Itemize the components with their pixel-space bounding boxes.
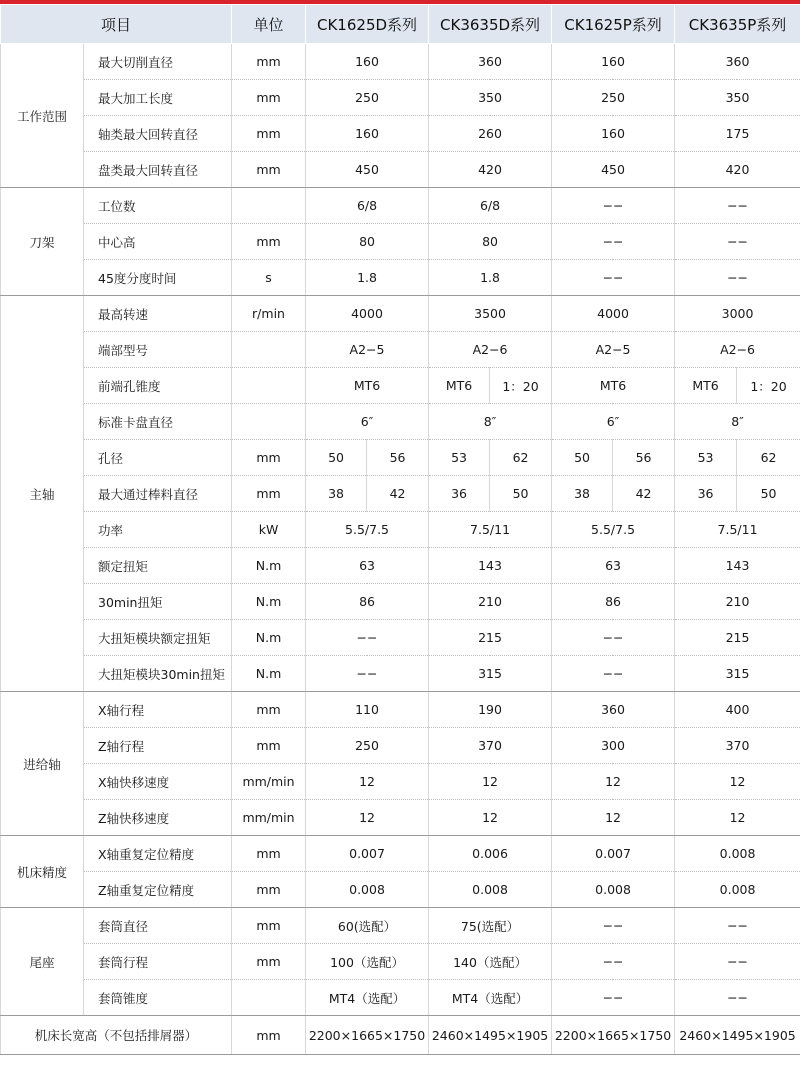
spec-row (1, 368, 800, 404)
value-cell: −− (552, 944, 675, 980)
value-cell: 12 (306, 764, 429, 800)
unit-cell: mm (232, 836, 306, 872)
value-cell: 100（选配） (306, 944, 429, 980)
value-cell: MT4（选配） (429, 980, 552, 1016)
item-cell: 前端孔锥度 (84, 368, 232, 404)
header-model: CK1625D系列 (306, 5, 429, 44)
value-cell: 450 (552, 152, 675, 188)
value-cell: 250 (552, 80, 675, 116)
item-cell: 标准卡盘直径 (84, 404, 232, 440)
item-cell: 套筒锥度 (84, 980, 232, 1016)
item-cell: 大扭矩模块30min扭矩 (84, 656, 232, 692)
header-model: CK1625P系列 (552, 5, 675, 44)
item-cell: 大扭矩模块额定扭矩 (84, 620, 232, 656)
spec-row (1, 296, 800, 332)
value-cell: 1.8 (429, 260, 552, 296)
value-cell: 62 (737, 440, 800, 476)
spec-row (1, 152, 800, 188)
item-cell: 孔径 (84, 440, 232, 476)
item-cell: 30min扭矩 (84, 584, 232, 620)
value-cell: 1：20 (737, 368, 800, 404)
value-cell: 215 (429, 620, 552, 656)
value-cell: 450 (306, 152, 429, 188)
value-cell: 300 (552, 728, 675, 764)
spec-row (1, 620, 800, 656)
value-cell: 250 (306, 80, 429, 116)
value-cell: 4000 (552, 296, 675, 332)
unit-cell: mm/min (232, 764, 306, 800)
value-cell: 12 (675, 800, 800, 836)
value-cell: 175 (675, 116, 800, 152)
value-cell: 143 (675, 548, 800, 584)
value-cell: 86 (552, 584, 675, 620)
item-cell: Z轴重复定位精度 (84, 872, 232, 908)
value-cell: 50 (552, 440, 613, 476)
spec-row (1, 44, 800, 80)
item-cell: X轴行程 (84, 692, 232, 728)
value-cell: −− (552, 980, 675, 1016)
value-cell: MT6 (552, 368, 675, 404)
value-cell: −− (552, 188, 675, 224)
category-cell: 主轴 (1, 296, 84, 692)
spec-row (1, 512, 800, 548)
dimensions-row (1, 1016, 800, 1055)
value-cell: 50 (306, 440, 367, 476)
value-cell: −− (552, 908, 675, 944)
value-cell: 2460×1495×1905 (675, 1016, 800, 1055)
spec-table (0, 4, 800, 1055)
unit-cell (232, 980, 306, 1016)
value-cell: 86 (306, 584, 429, 620)
value-cell: 12 (552, 764, 675, 800)
value-cell: 80 (429, 224, 552, 260)
value-cell: 8″ (429, 404, 552, 440)
value-cell: 50 (490, 476, 552, 512)
value-cell: 350 (675, 80, 800, 116)
value-cell: 0.008 (675, 872, 800, 908)
value-cell: MT4（选配） (306, 980, 429, 1016)
header-row (1, 5, 800, 44)
unit-cell (232, 404, 306, 440)
value-cell: 62 (490, 440, 552, 476)
value-cell: 160 (552, 44, 675, 80)
unit-cell: mm (232, 476, 306, 512)
value-cell: 315 (675, 656, 800, 692)
unit-cell: mm (232, 152, 306, 188)
unit-cell: mm (232, 872, 306, 908)
value-cell: 360 (552, 692, 675, 728)
value-cell: 1：20 (490, 368, 552, 404)
item-cell: 功率 (84, 512, 232, 548)
spec-row (1, 224, 800, 260)
value-cell: 143 (429, 548, 552, 584)
item-cell: 套筒行程 (84, 944, 232, 980)
unit-cell (232, 188, 306, 224)
value-cell: 400 (675, 692, 800, 728)
spec-body (1, 44, 800, 1055)
item-cell: Z轴快移速度 (84, 800, 232, 836)
unit-cell: mm (232, 116, 306, 152)
spec-row (1, 476, 800, 512)
category-cell: 机床精度 (1, 836, 84, 908)
item-cell: 最大加工长度 (84, 80, 232, 116)
item-cell: 端部型号 (84, 332, 232, 368)
item-cell: 45度分度时间 (84, 260, 232, 296)
value-cell: 3000 (675, 296, 800, 332)
value-cell: 42 (613, 476, 675, 512)
value-cell: 12 (306, 800, 429, 836)
value-cell: 38 (552, 476, 613, 512)
item-cell: 盘类最大回转直径 (84, 152, 232, 188)
value-cell: 370 (675, 728, 800, 764)
value-cell: 53 (429, 440, 490, 476)
value-cell: 250 (306, 728, 429, 764)
value-cell: 2460×1495×1905 (429, 1016, 552, 1055)
value-cell: MT6 (429, 368, 490, 404)
value-cell: 360 (429, 44, 552, 80)
value-cell: 160 (552, 116, 675, 152)
category-cell: 进给轴 (1, 692, 84, 836)
spec-row (1, 692, 800, 728)
value-cell: −− (675, 908, 800, 944)
value-cell: 80 (306, 224, 429, 260)
value-cell: A2−5 (306, 332, 429, 368)
spec-row (1, 260, 800, 296)
value-cell: 56 (367, 440, 429, 476)
value-cell: 12 (675, 764, 800, 800)
header-model: CK3635P系列 (675, 5, 800, 44)
spec-row (1, 944, 800, 980)
value-cell: 140（选配） (429, 944, 552, 980)
value-cell: −− (675, 188, 800, 224)
spec-row (1, 980, 800, 1016)
spec-row (1, 656, 800, 692)
unit-cell: mm (232, 80, 306, 116)
value-cell: 75(选配） (429, 908, 552, 944)
value-cell: 420 (429, 152, 552, 188)
value-cell: 7.5/11 (429, 512, 552, 548)
spec-row (1, 908, 800, 944)
item-cell: 工位数 (84, 188, 232, 224)
header-unit: 单位 (232, 5, 306, 44)
unit-cell: mm (232, 908, 306, 944)
spec-row (1, 404, 800, 440)
value-cell: −− (675, 980, 800, 1016)
spec-row (1, 764, 800, 800)
value-cell: −− (675, 224, 800, 260)
item-cell: 最大切削直径 (84, 44, 232, 80)
unit-cell: mm (232, 944, 306, 980)
value-cell: 370 (429, 728, 552, 764)
value-cell: 60(选配） (306, 908, 429, 944)
value-cell: 12 (429, 800, 552, 836)
value-cell: 215 (675, 620, 800, 656)
unit-cell: kW (232, 512, 306, 548)
value-cell: 350 (429, 80, 552, 116)
value-cell: 0.007 (306, 836, 429, 872)
value-cell: 420 (675, 152, 800, 188)
value-cell: 56 (613, 440, 675, 476)
value-cell: −− (675, 260, 800, 296)
value-cell: 6″ (552, 404, 675, 440)
value-cell: 63 (552, 548, 675, 584)
unit-cell: mm (232, 728, 306, 764)
value-cell: 315 (429, 656, 552, 692)
value-cell: 38 (306, 476, 367, 512)
spec-row (1, 548, 800, 584)
item-cell: 最高转速 (84, 296, 232, 332)
value-cell: 160 (306, 116, 429, 152)
value-cell: 6/8 (429, 188, 552, 224)
value-cell: 4000 (306, 296, 429, 332)
spec-row (1, 332, 800, 368)
unit-cell: mm/min (232, 800, 306, 836)
value-cell: 36 (675, 476, 737, 512)
unit-cell: N.m (232, 584, 306, 620)
spec-row (1, 80, 800, 116)
unit-cell: mm (232, 44, 306, 80)
value-cell: −− (552, 620, 675, 656)
item-cell: 机床长宽高（不包括排屑器） (1, 1016, 232, 1055)
value-cell: 0.008 (675, 836, 800, 872)
spec-row (1, 728, 800, 764)
value-cell: 0.007 (552, 836, 675, 872)
spec-row (1, 116, 800, 152)
value-cell: 0.008 (552, 872, 675, 908)
value-cell: 190 (429, 692, 552, 728)
value-cell: 6″ (306, 404, 429, 440)
spec-row (1, 188, 800, 224)
value-cell: MT6 (675, 368, 737, 404)
item-cell: 中心高 (84, 224, 232, 260)
value-cell: 160 (306, 44, 429, 80)
spec-row (1, 872, 800, 908)
item-cell: X轴快移速度 (84, 764, 232, 800)
value-cell: 42 (367, 476, 429, 512)
value-cell: A2−5 (552, 332, 675, 368)
spec-row (1, 836, 800, 872)
unit-cell: s (232, 260, 306, 296)
value-cell: 12 (552, 800, 675, 836)
value-cell: 260 (429, 116, 552, 152)
value-cell: 360 (675, 44, 800, 80)
value-cell: 1.8 (306, 260, 429, 296)
value-cell: 2200×1665×1750 (552, 1016, 675, 1055)
value-cell: 8″ (675, 404, 800, 440)
value-cell: −− (552, 656, 675, 692)
value-cell: −− (306, 656, 429, 692)
value-cell: 5.5/7.5 (306, 512, 429, 548)
category-cell: 工作范围 (1, 44, 84, 188)
value-cell: 7.5/11 (675, 512, 800, 548)
value-cell: 50 (737, 476, 800, 512)
unit-cell (232, 368, 306, 404)
value-cell: 210 (429, 584, 552, 620)
item-cell: 最大通过棒料直径 (84, 476, 232, 512)
spec-row (1, 800, 800, 836)
item-cell: X轴重复定位精度 (84, 836, 232, 872)
value-cell: 0.008 (306, 872, 429, 908)
value-cell: 3500 (429, 296, 552, 332)
value-cell: 6/8 (306, 188, 429, 224)
value-cell: A2−6 (675, 332, 800, 368)
value-cell: 0.008 (429, 872, 552, 908)
item-cell: 轴类最大回转直径 (84, 116, 232, 152)
value-cell: 53 (675, 440, 737, 476)
item-cell: Z轴行程 (84, 728, 232, 764)
value-cell: A2−6 (429, 332, 552, 368)
spec-row (1, 584, 800, 620)
value-cell: 2200×1665×1750 (306, 1016, 429, 1055)
unit-cell: mm (232, 440, 306, 476)
value-cell: 110 (306, 692, 429, 728)
header-model: CK3635D系列 (429, 5, 552, 44)
item-cell: 额定扭矩 (84, 548, 232, 584)
spec-row (1, 440, 800, 476)
value-cell: −− (306, 620, 429, 656)
unit-cell: mm (232, 692, 306, 728)
value-cell: −− (552, 224, 675, 260)
unit-cell: N.m (232, 656, 306, 692)
item-cell: 套筒直径 (84, 908, 232, 944)
category-cell: 尾座 (1, 908, 84, 1016)
header-item: 项目 (1, 5, 232, 44)
value-cell: MT6 (306, 368, 429, 404)
unit-cell: mm (232, 1016, 306, 1055)
unit-cell: N.m (232, 548, 306, 584)
value-cell: 5.5/7.5 (552, 512, 675, 548)
category-cell: 刀架 (1, 188, 84, 296)
value-cell: 0.006 (429, 836, 552, 872)
unit-cell: N.m (232, 620, 306, 656)
unit-cell (232, 332, 306, 368)
value-cell: 210 (675, 584, 800, 620)
value-cell: −− (675, 944, 800, 980)
value-cell: −− (552, 260, 675, 296)
value-cell: 12 (429, 764, 552, 800)
unit-cell: mm (232, 224, 306, 260)
value-cell: 36 (429, 476, 490, 512)
value-cell: 63 (306, 548, 429, 584)
unit-cell: r/min (232, 296, 306, 332)
